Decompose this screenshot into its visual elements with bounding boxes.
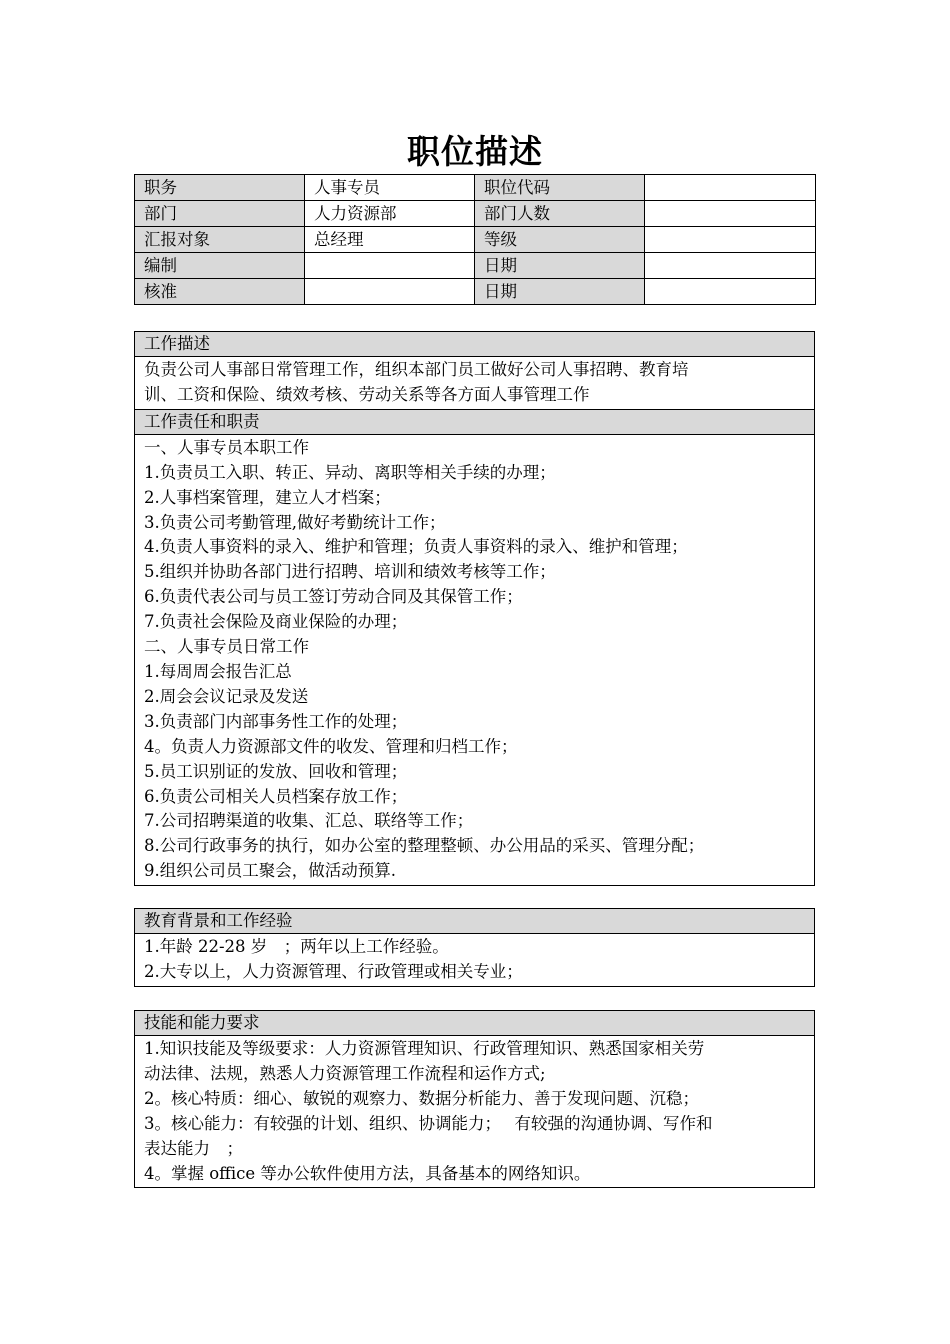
skill-line: 3。核心能力：有较强的计划、组织、协调能力； 有较强的沟通协调、写作和 (144, 1113, 713, 1133)
duty-line: 一、人事专员本职工作 (144, 437, 309, 457)
description-body (135, 357, 814, 409)
education-line: 2.大专以上，人力资源管理、行政管理或相关专业； (144, 961, 523, 981)
label-cell: 等级 (475, 227, 645, 253)
education-body (135, 934, 814, 986)
description-header: 工作描述 (135, 332, 814, 357)
education-header: 教育背景和工作经验 (135, 909, 814, 934)
table-row (135, 279, 816, 305)
page-title: 职位描述 (407, 132, 543, 171)
skills-section (134, 1010, 815, 1188)
label-cell: 编制 (135, 253, 305, 279)
skill-line: 2。核心特质：细心、敏锐的观察力、数据分析能力、善于发现问题、沉稳； (144, 1088, 699, 1108)
duty-line: 二、人事专员日常工作 (144, 637, 309, 657)
duty-line: 7.公司招聘渠道的收集、汇总、联络等工作； (144, 811, 474, 831)
value-cell: 人事专员 (305, 175, 475, 201)
duty-line: 4.负责人事资料的录入、维护和管理；负责人事资料的录入、维护和管理； (144, 537, 688, 557)
skill-line: 表达能力 ； (144, 1138, 243, 1158)
duty-line: 7.负责社会保险及商业保险的办理； (144, 612, 408, 632)
work-section (134, 331, 815, 886)
value-cell (305, 253, 475, 279)
value-cell (645, 175, 816, 201)
skill-line: 动法律、法规，熟悉人力资源管理工作流程和运作方式; (144, 1063, 546, 1083)
education-section (134, 908, 815, 987)
label-cell: 部门人数 (475, 201, 645, 227)
skills-body (135, 1036, 814, 1187)
duty-line: 6.负责代表公司与员工签订劳动合同及其保管工作； (144, 587, 523, 607)
duty-line: 1.负责员工入职、转正、异动、离职等相关手续的办理； (144, 462, 556, 482)
duty-line: 1.每周周会报告汇总 (144, 661, 292, 681)
table-row (135, 253, 816, 279)
label-cell: 日期 (475, 253, 645, 279)
skill-line: 1.知识技能及等级要求：人力资源管理知识、行政管理知识、熟悉国家相关劳 (144, 1039, 705, 1058)
duty-line: 4。负责人力资源部文件的收发、管理和归档工作； (144, 736, 518, 756)
table-row (135, 175, 816, 201)
value-cell (645, 201, 816, 227)
duty-line: 5.组织并协助各部门进行招聘、培训和绩效考核等工作； (144, 562, 556, 582)
label-cell: 核准 (135, 279, 305, 305)
description-line: 训、工资和保险、绩效考核、劳动关系等各方面人事管理工作 (144, 384, 590, 404)
label-cell: 职位代码 (475, 175, 645, 201)
education-line: 1.年龄 22-28 岁 ；两年以上工作经验。 (144, 937, 449, 956)
value-cell: 总经理 (305, 227, 475, 253)
duties-header: 工作责任和职责 (135, 409, 814, 435)
duty-line: 5.员工识别证的发放、回收和管理； (144, 761, 408, 781)
label-cell: 汇报对象 (135, 227, 305, 253)
skill-line: 4。掌握 office 等办公软件使用方法，具备基本的网络知识。 (144, 1163, 591, 1183)
value-cell (645, 227, 816, 253)
duties-body (135, 435, 814, 885)
duty-line: 3.负责部门内部事务性工作的处理； (144, 711, 408, 731)
duty-line: 8.公司行政事务的执行，如办公室的整理整顿、办公用品的采买、管理分配； (144, 836, 705, 856)
job-info-table (134, 174, 816, 305)
table-row (135, 227, 816, 253)
duty-line: 6.负责公司相关人员档案存放工作； (144, 786, 408, 806)
value-cell (645, 253, 816, 279)
duty-line: 2.周会会议记录及发送 (144, 686, 309, 706)
duty-line: 2.人事档案管理，建立人才档案； (144, 487, 391, 507)
table-row (135, 201, 816, 227)
value-cell (305, 279, 475, 305)
skills-header: 技能和能力要求 (135, 1011, 814, 1036)
label-cell: 日期 (475, 279, 645, 305)
duty-line: 3.负责公司考勤管理,做好考勤统计工作； (144, 512, 446, 532)
label-cell: 职务 (135, 175, 305, 201)
label-cell: 部门 (135, 201, 305, 227)
value-cell: 人力资源部 (305, 201, 475, 227)
description-line: 负责公司人事部日常管理工作，组织本部门员工做好公司人事招聘、教育培 (144, 360, 689, 379)
duty-line: 9.组织公司员工聚会，做活动预算. (144, 861, 396, 881)
value-cell (645, 279, 816, 305)
